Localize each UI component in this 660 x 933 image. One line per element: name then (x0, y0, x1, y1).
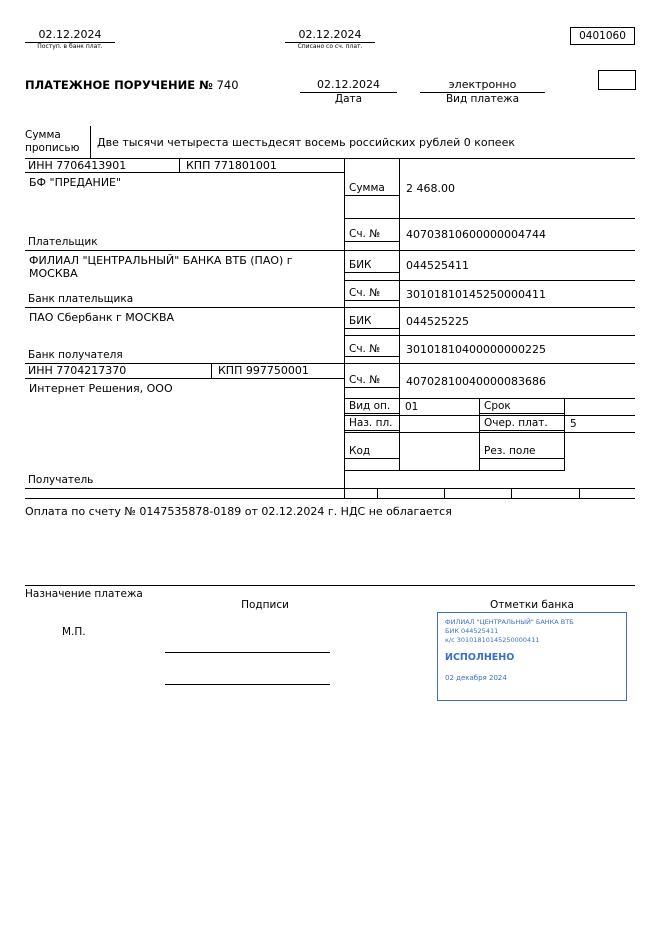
mark-cell (345, 489, 378, 498)
amount-words-label: Сумма прописью (25, 129, 80, 154)
payment-kind: электронно (420, 78, 545, 93)
payer-account-row (345, 219, 635, 251)
bank-stamp (437, 612, 627, 701)
payer-kpp: КПП 771801001 (186, 159, 277, 172)
purpose-divider (25, 585, 635, 586)
doc-title (25, 78, 239, 92)
header-empty-box (598, 70, 636, 90)
received-date-label: Поступ. в банк плат. (37, 43, 103, 50)
op-kind-row (345, 399, 635, 416)
table-left-column (25, 159, 345, 488)
stamp-bank-name: ФИЛИАЛ "ЦЕНТРАЛЬНЫЙ" БАНКА ВТБ (445, 618, 574, 626)
signature-line-2 (165, 684, 330, 685)
mark-cell (445, 489, 512, 498)
code-label: Код (345, 445, 399, 459)
payee-inn-row (25, 364, 344, 379)
marks-strip (25, 489, 635, 499)
payer-name: БФ "ПРЕДАНИЕ" (29, 176, 122, 189)
payer-section-label: Плательщик (28, 236, 98, 248)
payee-section-label: Получатель (28, 474, 94, 486)
payer-bank-row (25, 251, 344, 308)
payee-bank-bik: 044525225 (406, 315, 469, 328)
payee-account-label: Сч. № (345, 374, 399, 388)
payee-bank-bik-row (345, 308, 635, 336)
mark-cell (580, 489, 635, 498)
stamp-corr-account: к/с 30101810145250000411 (445, 635, 540, 644)
payer-bank-name: ФИЛИАЛ "ЦЕНТРАЛЬНЫЙ" БАНКА ВТБ (ПАО) г МОСКВА (29, 254, 293, 280)
priority-label: Очер. плат. (480, 417, 564, 431)
payer-row (25, 173, 344, 251)
payer-inn-row (25, 159, 344, 173)
mark-cell (378, 489, 445, 498)
priority-row (345, 416, 635, 433)
term-value-cell (565, 399, 635, 415)
doc-date: 02.12.2024 (300, 78, 397, 93)
payer-bank-bik-row (345, 251, 635, 281)
doc-number: 740 (216, 78, 239, 92)
form-code: 0401060 (579, 30, 626, 42)
pay-purpose-label: Наз. пл. (345, 417, 399, 431)
right-column-spacer (345, 471, 635, 488)
amount-row (345, 159, 635, 219)
doc-date-block (300, 78, 397, 105)
payer-bank-bik: 044525411 (406, 259, 469, 272)
payee-name: Интернет Решения, ООО (29, 382, 173, 395)
payee-bank-row (25, 308, 344, 364)
payee-bank-name: ПАО Сбербанк г МОСКВА (29, 311, 175, 324)
term-label: Срок (480, 400, 564, 414)
debited-date: 02.12.2024 (285, 28, 375, 43)
signatures-label: Подписи (241, 599, 289, 611)
debited-date-block (285, 28, 375, 50)
payee-kpp: КПП 997750001 (218, 364, 309, 377)
bank-marks-label: Отметки банка (490, 599, 574, 611)
amount-words-text: Две тысячи четыреста шестьдесят восемь российских рублей 0 копеек (90, 126, 635, 158)
payer-inn: ИНН 7706413901 (25, 159, 180, 172)
payee-account-row (345, 364, 635, 399)
stamp-place-label: М.П. (62, 626, 86, 638)
payee-bank-account-label: Сч. № (345, 343, 399, 357)
doc-date-label: Дата (334, 93, 363, 105)
payee-bank-section-label: Банк получателя (28, 349, 123, 361)
payee-account: 40702810040000083686 (406, 374, 546, 388)
stamp-status: ИСПОЛНЕНО (445, 652, 515, 664)
payee-bank-account-row (345, 336, 635, 364)
payment-kind-label: Вид платежа (445, 93, 520, 105)
purpose-label: Назначение платежа (25, 588, 143, 600)
payee-bank-account: 30101810400000000225 (406, 343, 546, 356)
debited-date-label: Списано со сч. плат. (297, 43, 363, 50)
purpose-text: Оплата по счету № 0147535878-0189 от 02.12.2024 г. НДС не облагается (25, 505, 452, 518)
payee-bank-bik-label: БИК (345, 315, 399, 329)
form-code-box (570, 27, 635, 45)
doc-title-text: ПЛАТЕЖНОЕ ПОРУЧЕНИЕ № (25, 78, 213, 92)
payer-bank-account-label: Сч. № (345, 287, 399, 301)
code-row (345, 433, 635, 471)
main-table (25, 158, 635, 489)
payer-bank-account: 30101810145250000411 (406, 287, 546, 301)
priority-value: 5 (570, 418, 577, 430)
payer-bank-account-row (345, 281, 635, 308)
payee-row (25, 379, 344, 488)
received-date: 02.12.2024 (25, 28, 115, 43)
reserve-label: Рез. поле (480, 445, 564, 459)
payer-account-label: Сч. № (345, 228, 399, 242)
payer-bank-bik-label: БИК (345, 259, 399, 273)
code-value-cell (400, 433, 480, 471)
payee-inn: ИНН 7704217370 (25, 364, 212, 378)
op-kind-label: Вид оп. (345, 400, 399, 414)
stamp-date: 02 декабря 2024 (445, 674, 507, 683)
reserve-value-cell (565, 433, 635, 471)
amount-words-row (25, 126, 635, 158)
payer-bank-section-label: Банк плательщика (28, 293, 134, 305)
op-kind-value: 01 (400, 399, 480, 415)
payment-kind-block (420, 78, 545, 105)
stamp-bik: БИК 044525411 (445, 626, 499, 635)
signature-line-1 (165, 652, 330, 653)
table-right-column (345, 159, 635, 488)
mark-cell (512, 489, 580, 498)
received-date-block (25, 28, 115, 50)
payer-account: 40703810600000004744 (406, 228, 546, 241)
amount-value: 2 468.00 (406, 182, 455, 195)
mark-cell (25, 489, 345, 498)
pay-purpose-value-cell (400, 416, 480, 432)
amount-label: Сумма (345, 182, 399, 196)
